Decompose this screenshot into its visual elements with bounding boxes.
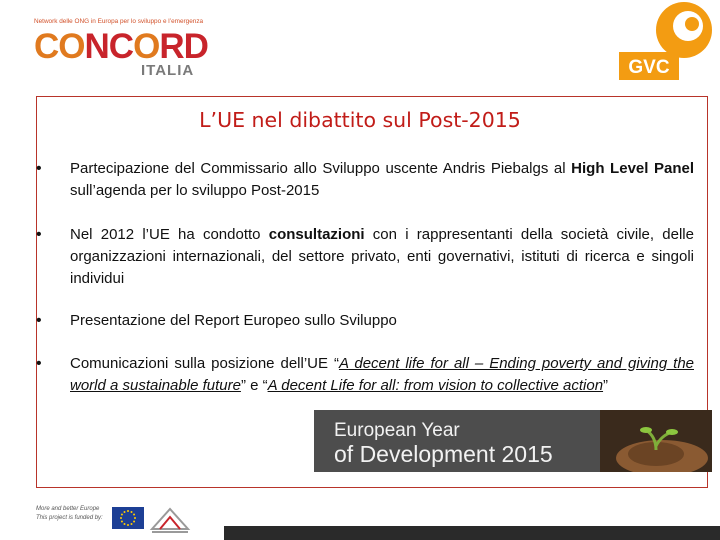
eu-star — [127, 510, 129, 512]
concord-letter: D — [183, 27, 208, 66]
bullet-dot: • — [36, 355, 42, 372]
bullet-item — [36, 158, 694, 202]
hands-with-plant-image — [600, 410, 712, 472]
bullet-text — [70, 158, 694, 202]
text-run: Comunicazioni sulla posizione dell’UE “ — [70, 355, 339, 372]
text-run: Nel 2012 l’UE ha condotto — [70, 226, 269, 243]
document-link[interactable]: A decent Life for all: from vision to collective action — [267, 377, 604, 394]
document-link[interactable]: A decent life for all – Ending poverty and giving the world a sustainable future — [70, 355, 694, 394]
banner-line2: of Development 2015 — [334, 441, 553, 467]
bold-text: High Level Panel — [571, 160, 695, 177]
bold-text: consultazioni — [268, 226, 365, 243]
footer-line2: This project is funded by: — [36, 515, 103, 521]
bullet-dot: • — [36, 312, 42, 329]
text-run: Presentazione del Report Europeo sullo Sviluppo — [70, 312, 397, 329]
bullet-text — [70, 224, 694, 290]
bullet-item — [36, 353, 694, 397]
bullet-dot: • — [36, 160, 42, 177]
text-run: ” e “ — [240, 377, 268, 394]
concord-italia-label: ITALIA — [141, 62, 195, 79]
concord-letter: R — [159, 27, 184, 66]
concord-letter: C — [108, 27, 134, 66]
bullet-item — [36, 224, 694, 290]
concord-letter: C — [34, 27, 59, 66]
text-run: ” — [603, 377, 609, 394]
concord-italia-logo — [34, 18, 208, 79]
eu-flag-icon — [112, 507, 144, 529]
concord-wordmark-letters — [34, 27, 208, 66]
text-run: sull’agenda per lo sviluppo Post-2015 — [70, 182, 320, 199]
bullet-text — [70, 353, 694, 397]
slide-title: L’UE nel dibattito sul Post-2015 — [199, 108, 521, 132]
bullet-dot: • — [36, 226, 42, 243]
concord-letter: O — [58, 27, 85, 66]
bullet-item — [36, 310, 694, 332]
concord-wordmark — [34, 28, 208, 66]
gvc-label: GVC — [628, 57, 670, 78]
concord-letter: N — [84, 27, 109, 66]
eu-star — [120, 517, 122, 519]
eu-star — [133, 514, 135, 516]
text-run: Partecipazione del Commissario allo Sviluppo uscente Andris Piebalgs al — [70, 160, 572, 177]
footer-line1: More and better Europe — [36, 506, 100, 512]
eu-star — [121, 514, 123, 516]
banner-line1: European Year — [334, 420, 460, 441]
concord-tagline: Network delle ONG in Europa per lo sviluppo e l’emergenza — [34, 18, 204, 25]
eu-star — [124, 511, 126, 513]
text-run: con i rappresentanti della società civile, delle organizzazioni internazionali, del settore privato, enti governativi, istituti di ricerca e singoli individui — [70, 226, 694, 287]
italian-cooperation-logo — [148, 503, 192, 535]
eu-star — [127, 524, 129, 526]
gvc-swirl-core — [685, 17, 699, 31]
bullet-text — [70, 310, 694, 332]
eu-star — [134, 517, 136, 519]
european-year-banner — [314, 410, 712, 472]
eu-star — [121, 521, 123, 523]
eu-star — [133, 521, 135, 523]
footer-bar — [224, 526, 720, 540]
eu-star — [124, 523, 126, 525]
eu-star — [131, 523, 133, 525]
gvc-logo — [614, 0, 720, 84]
concord-letter: O — [133, 27, 160, 66]
eu-star — [131, 511, 133, 513]
